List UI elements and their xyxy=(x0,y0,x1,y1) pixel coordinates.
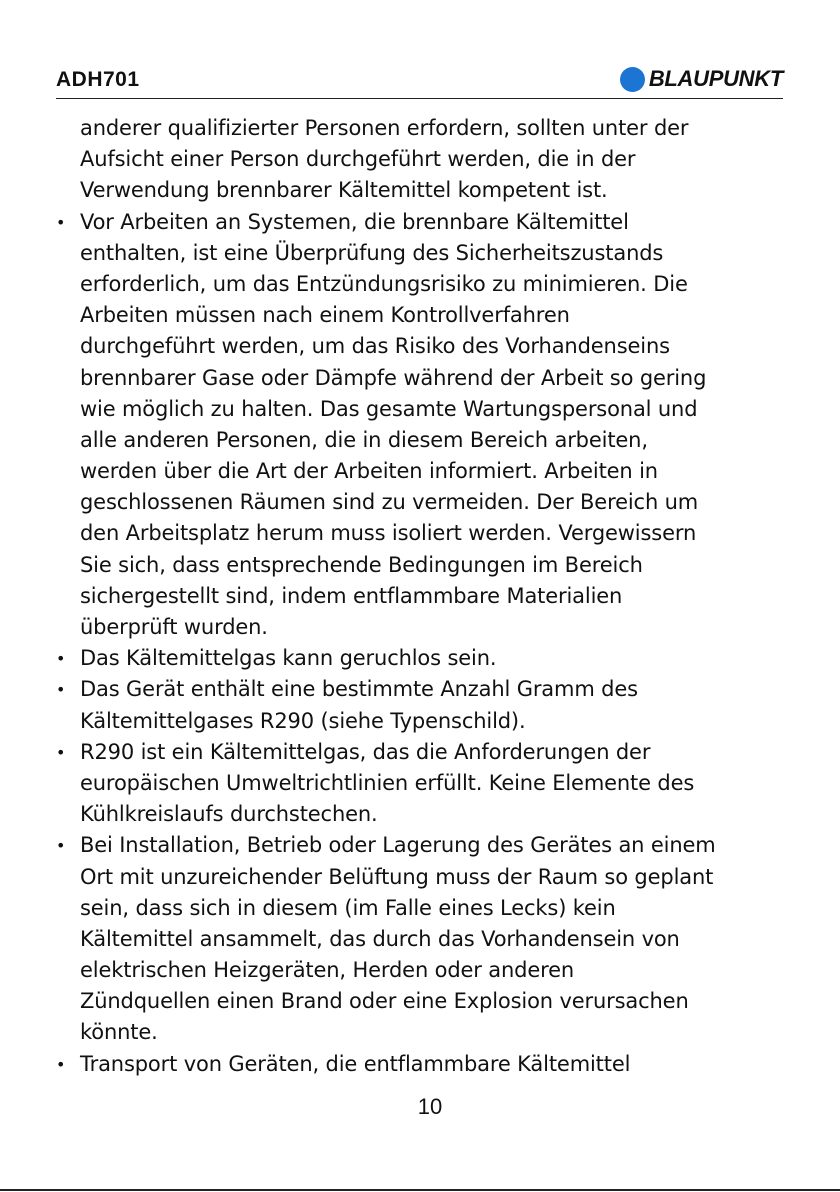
text-line xyxy=(48,612,788,643)
line-text: Das Kältemittelgas kann geruchlos sein. xyxy=(80,646,497,671)
line-text: Bei Installation, Betrieb oder Lagerung des Gerätes an einem xyxy=(80,833,716,858)
line-text: Kältemittelgases R290 (siehe Typenschild). xyxy=(80,708,526,733)
line-text: anderer qualifizierter Personen erfordern, sollten unter der xyxy=(80,116,689,140)
line-text: europäischen Umweltrichtlinien erfüllt. Keine Elemente des xyxy=(80,770,695,795)
brand-name: BLAUPUNKT xyxy=(648,66,783,91)
line-text: R290 ist ein Kältemittelgas, das die Anforderungen der xyxy=(80,739,651,764)
line-text: Zündquellen einen Brand oder eine Explosion verursachen xyxy=(80,989,689,1014)
text-line xyxy=(48,518,788,549)
line-text: Sie sich, dass entsprechende Bedingungen im Bereich xyxy=(80,552,643,577)
brand-logo xyxy=(620,66,783,92)
text-line xyxy=(48,955,788,986)
line-text: Aufsicht einer Person durchgeführt werden, die in der xyxy=(80,147,636,172)
text-line xyxy=(48,862,788,893)
line-text: alle anderen Personen, die in diesem Bereich arbeiten, xyxy=(80,427,648,452)
bullet-icon: • xyxy=(56,680,66,700)
line-text: erforderlich, um das Entzündungsrisiko zu minimieren. Die xyxy=(80,271,688,296)
bullet-line xyxy=(48,643,788,674)
line-text: den Arbeitsplatz herum muss isoliert werden. Vergewissern xyxy=(80,521,697,546)
text-line xyxy=(48,175,788,206)
line-text: enthalten, ist eine Überprüfung des Sicherheitszustands xyxy=(80,240,664,265)
bullet-line xyxy=(48,737,788,768)
bullet-icon: • xyxy=(56,836,66,856)
line-text: elektrischen Heizgeräten, Herden oder anderen xyxy=(80,958,575,983)
bullet-line xyxy=(48,1049,788,1080)
bullet-icon: • xyxy=(56,649,66,669)
page-header xyxy=(56,64,783,99)
text-line xyxy=(48,144,788,175)
body-text xyxy=(48,113,788,1080)
bullet-line xyxy=(48,830,788,861)
line-text: Verwendung brennbarer Kältemittel kompetent ist. xyxy=(80,178,608,203)
text-line xyxy=(48,331,788,362)
text-line xyxy=(48,487,788,518)
line-text: wie möglich zu halten. Das gesamte Wartungspersonal und xyxy=(80,396,698,421)
text-line xyxy=(48,924,788,955)
text-line xyxy=(48,1017,788,1048)
text-line xyxy=(48,425,788,456)
bullet-line xyxy=(48,674,788,705)
bottom-divider xyxy=(0,1189,840,1191)
line-text: Kühlkreislaufs durchstechen. xyxy=(80,802,378,827)
text-line xyxy=(48,456,788,487)
text-line xyxy=(48,238,788,269)
line-text: Transport von Geräten, die entflammbare Kältemittel xyxy=(80,1051,631,1076)
brand-dot-icon xyxy=(620,67,645,92)
bullet-line xyxy=(48,207,788,238)
line-text: sichergestellt sind, indem entflammbare Materialien xyxy=(80,583,623,608)
line-text: Ort mit unzureichender Belüftung muss der Raum so geplant xyxy=(80,864,714,889)
text-line xyxy=(48,768,788,799)
bullet-icon: • xyxy=(56,212,66,232)
line-text: geschlossenen Räumen sind zu vermeiden. Der Bereich um xyxy=(80,490,699,515)
line-text: Das Gerät enthält eine bestimmte Anzahl Gramm des xyxy=(80,677,638,702)
text-line xyxy=(48,300,788,331)
line-text: werden über die Art der Arbeiten informiert. Arbeiten in xyxy=(80,459,658,484)
line-text: sein, dass sich in diesem (im Falle eines Lecks) kein xyxy=(80,895,616,920)
line-text: Arbeiten müssen nach einem Kontrollverfahren xyxy=(80,303,570,328)
bullet-icon: • xyxy=(56,742,66,762)
text-line xyxy=(48,986,788,1017)
text-line xyxy=(48,550,788,581)
line-text: durchgeführt werden, um das Risiko des Vorhandenseins xyxy=(80,334,670,359)
line-text: überprüft wurden. xyxy=(80,615,268,639)
text-line xyxy=(48,394,788,425)
model-number: ADH701 xyxy=(56,68,140,91)
text-line xyxy=(48,113,788,144)
text-line xyxy=(48,799,788,830)
text-line xyxy=(48,269,788,300)
text-line xyxy=(48,706,788,737)
line-text: Vor Arbeiten an Systemen, die brennbare Kältemittel xyxy=(80,209,629,234)
text-line xyxy=(48,363,788,394)
page-number: 10 xyxy=(417,1094,443,1119)
line-text: brennbarer Gase oder Dämpfe während der Arbeit so gering xyxy=(80,365,707,390)
text-line xyxy=(48,581,788,612)
line-text: Kältemittel ansammelt, das durch das Vorhandensein von xyxy=(80,926,680,951)
bullet-icon: • xyxy=(56,1054,66,1074)
text-line xyxy=(48,893,788,924)
line-text: könnte. xyxy=(80,1020,158,1045)
